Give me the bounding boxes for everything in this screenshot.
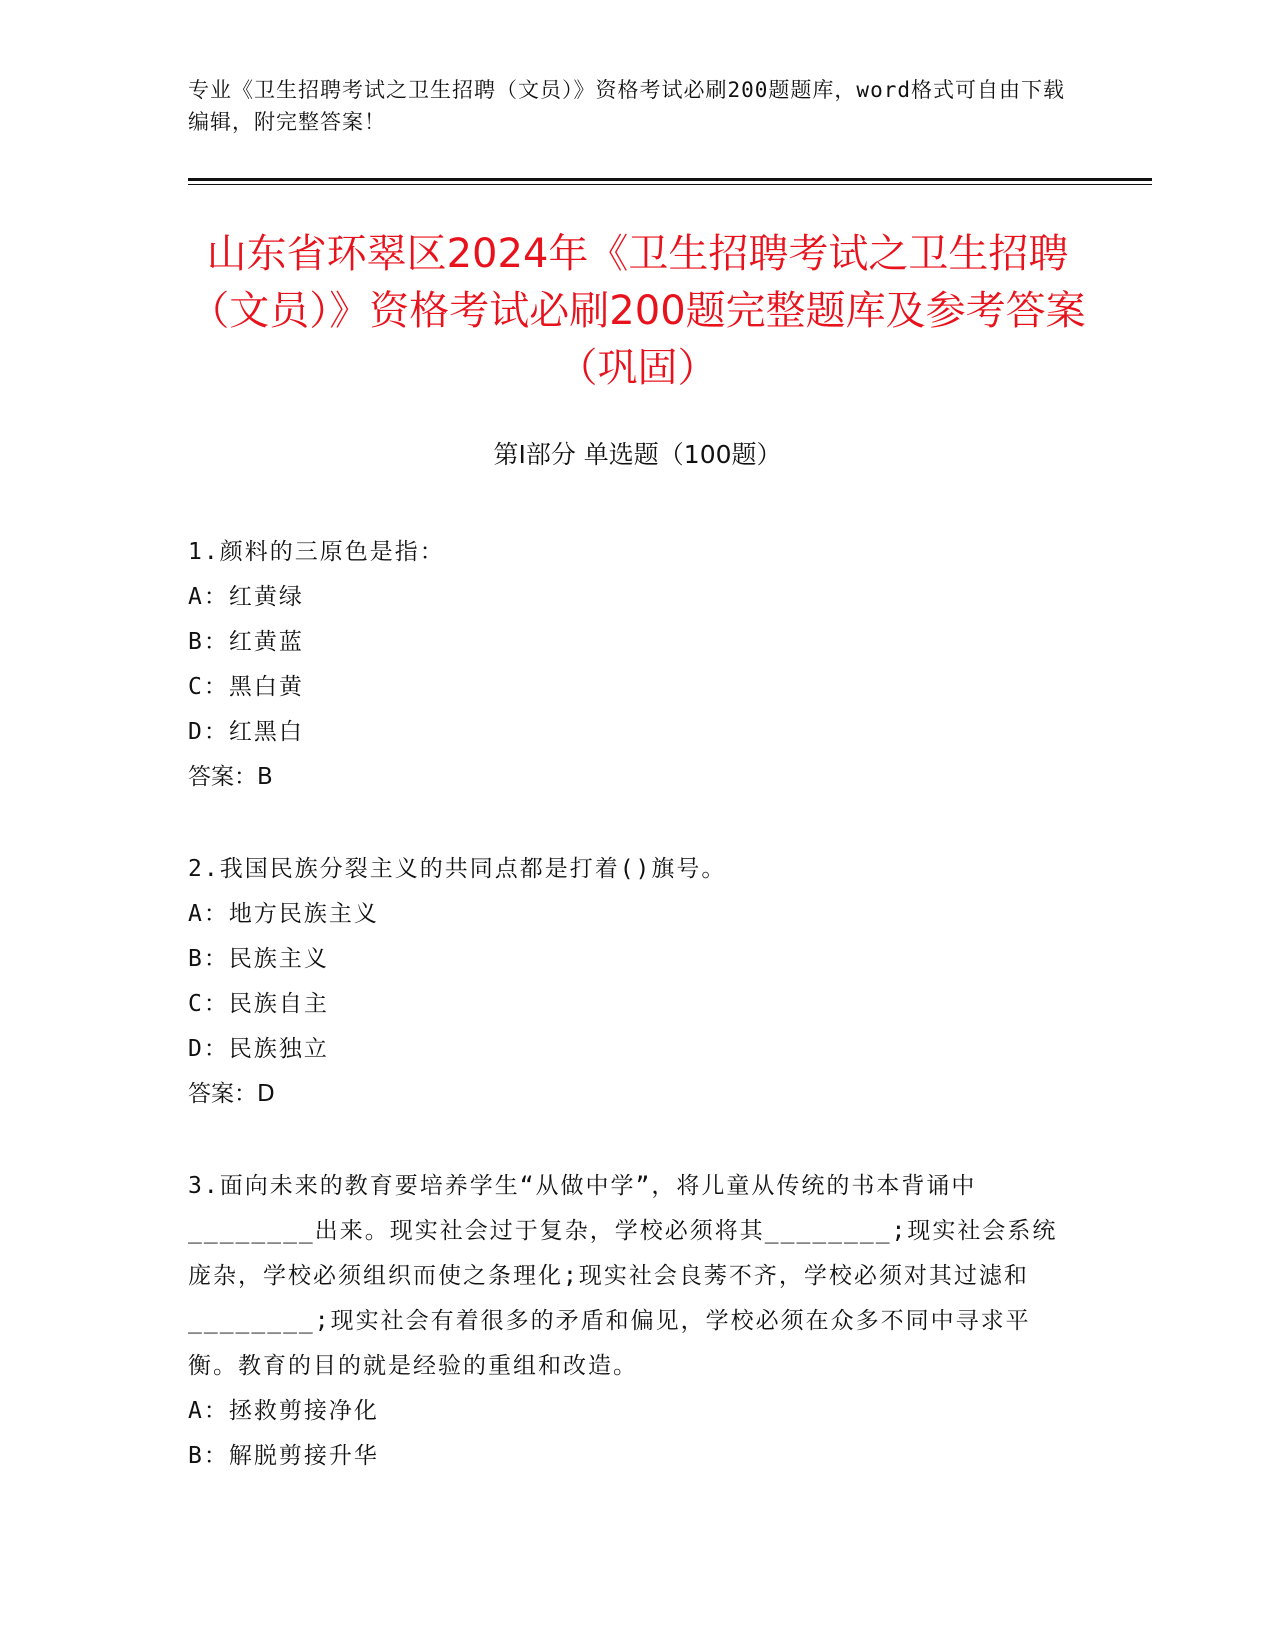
question-stem: 3.面向未来的教育要培养学生“从做中学”，将儿童从传统的书本背诵中________出来。现实社会过于复杂，学校必须将其________;现实社会系统庞杂，学校必须组织而使之条理化;现实社会良莠不齐，学校必须对其过滤和________;现实社会有着很多的矛盾和偏见，学校必须在众多不同中寻求平衡。教育的目的就是经验的重组和改造。 xyxy=(188,1173,1058,1379)
option-b: B：解脱剪接升华 xyxy=(188,1443,379,1469)
question-1 xyxy=(188,530,1078,800)
answer-label: 答案：D xyxy=(188,1081,275,1107)
question-stem: 2.我国民族分裂主义的共同点都是打着()旗号。 xyxy=(188,856,727,882)
option-a: A：地方民族主义 xyxy=(188,901,379,927)
option-c: C：黑白黄 xyxy=(188,674,304,700)
header-divider-thick xyxy=(188,178,1152,181)
answer-label: 答案：B xyxy=(188,764,273,790)
question-3 xyxy=(188,1164,1078,1479)
option-c: C：民族自主 xyxy=(188,991,329,1017)
option-b: B：民族主义 xyxy=(188,946,329,972)
header-divider-thin xyxy=(188,184,1152,185)
option-b: B：红黄蓝 xyxy=(188,629,304,655)
option-a: A：拯救剪接净化 xyxy=(188,1398,379,1424)
option-d: D：红黑白 xyxy=(188,719,304,745)
document-title: 山东省环翠区2024年《卫生招聘考试之卫生招聘（文员）》资格考试必刷200题完整题库及参考答案（巩固） xyxy=(189,231,1086,391)
option-d: D：民族独立 xyxy=(188,1036,329,1062)
header-note: 专业《卫生招聘考试之卫生招聘（文员）》资格考试必刷200题题库，word格式可自由下载编辑，附完整答案！ xyxy=(188,78,1065,134)
question-2 xyxy=(188,847,1078,1117)
question-stem: 1.颜料的三原色是指： xyxy=(188,539,445,565)
section-title: 第Ⅰ部分 单选题（100题） xyxy=(493,440,782,469)
option-a: A：红黄绿 xyxy=(188,584,304,610)
question-list xyxy=(188,530,1078,1526)
